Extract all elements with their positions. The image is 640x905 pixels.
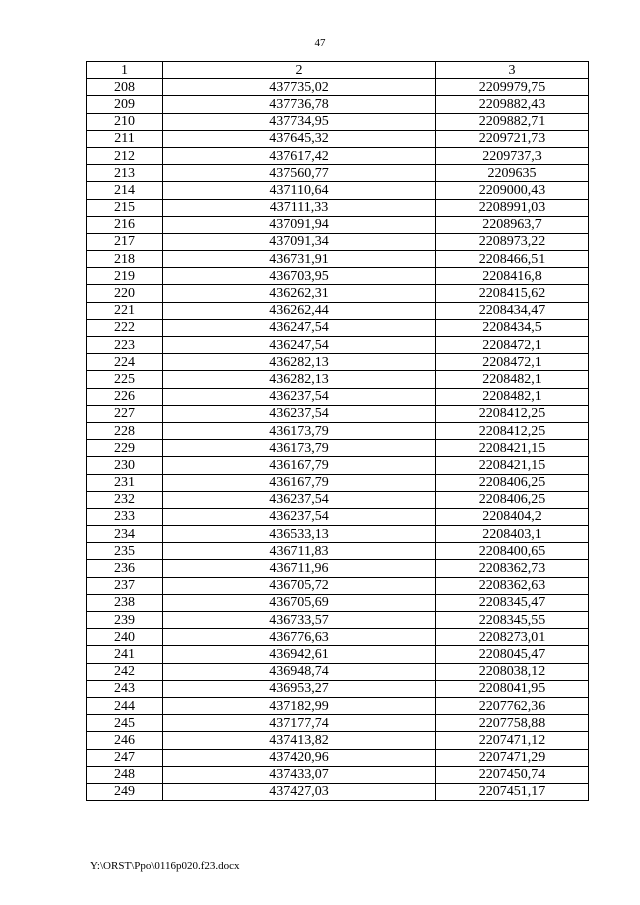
- row-number-cell: 237: [87, 577, 163, 594]
- row-number-cell: 228: [87, 422, 163, 439]
- coordinate-x-cell: 437111,33: [163, 199, 436, 216]
- coordinate-y-cell: 2208403,1: [436, 526, 589, 543]
- row-number-cell: 239: [87, 612, 163, 629]
- row-number-cell: 220: [87, 285, 163, 302]
- table-row: [87, 440, 589, 457]
- coordinate-y-cell: 2208404,2: [436, 508, 589, 525]
- coordinate-x-cell: 436237,54: [163, 491, 436, 508]
- row-number-cell: 222: [87, 319, 163, 336]
- coordinate-x-cell: 437735,02: [163, 79, 436, 96]
- coordinate-x-cell: 436262,44: [163, 302, 436, 319]
- table-row: [87, 749, 589, 766]
- coordinate-y-cell: 2208406,25: [436, 491, 589, 508]
- table-row: [87, 405, 589, 422]
- coordinate-x-cell: 436247,54: [163, 319, 436, 336]
- table-row: [87, 165, 589, 182]
- row-number-cell: 243: [87, 680, 163, 697]
- table-row: [87, 337, 589, 354]
- row-number-cell: 226: [87, 388, 163, 405]
- table-row: [87, 629, 589, 646]
- coordinate-y-cell: 2207762,36: [436, 697, 589, 714]
- table-row: [87, 577, 589, 594]
- coordinates-table: [86, 61, 589, 801]
- coordinate-x-cell: 436953,27: [163, 680, 436, 697]
- coordinate-x-cell: 437177,74: [163, 715, 436, 732]
- coordinate-y-cell: 2208412,25: [436, 422, 589, 439]
- coordinate-y-cell: 2208400,65: [436, 543, 589, 560]
- coordinate-y-cell: 2207471,12: [436, 732, 589, 749]
- row-number-cell: 234: [87, 526, 163, 543]
- coordinate-y-cell: 2207451,17: [436, 783, 589, 800]
- row-number-cell: 227: [87, 405, 163, 422]
- row-number-cell: 235: [87, 543, 163, 560]
- table-row: [87, 216, 589, 233]
- table-row: [87, 508, 589, 525]
- coordinate-x-cell: 436173,79: [163, 440, 436, 457]
- coordinate-x-cell: 436282,13: [163, 371, 436, 388]
- coordinate-x-cell: 437433,07: [163, 766, 436, 783]
- coordinate-x-cell: 436533,13: [163, 526, 436, 543]
- coordinate-y-cell: 2208038,12: [436, 663, 589, 680]
- coordinate-x-cell: 436711,96: [163, 560, 436, 577]
- coordinate-y-cell: 2208482,1: [436, 388, 589, 405]
- table-row: [87, 182, 589, 199]
- row-number-cell: 238: [87, 594, 163, 611]
- coordinate-x-cell: 436237,54: [163, 388, 436, 405]
- table-row: [87, 302, 589, 319]
- table-row: [87, 663, 589, 680]
- coordinate-x-cell: 437110,64: [163, 182, 436, 199]
- coordinate-y-cell: 2208472,1: [436, 337, 589, 354]
- coordinate-x-cell: 436942,61: [163, 646, 436, 663]
- row-number-cell: 209: [87, 96, 163, 113]
- table-row: [87, 199, 589, 216]
- coordinate-y-cell: 2208472,1: [436, 354, 589, 371]
- page-number: 47: [314, 37, 326, 49]
- coordinate-x-cell: 437560,77: [163, 165, 436, 182]
- coordinate-y-cell: 2208362,63: [436, 577, 589, 594]
- row-number-cell: 246: [87, 732, 163, 749]
- table-row: [87, 526, 589, 543]
- table-body: [87, 62, 589, 801]
- table-row: [87, 491, 589, 508]
- table-row: [87, 560, 589, 577]
- coordinate-x-cell: 437427,03: [163, 783, 436, 800]
- row-number-cell: 233: [87, 508, 163, 525]
- coordinate-x-cell: 436237,54: [163, 508, 436, 525]
- table-row: [87, 130, 589, 147]
- row-number-cell: 249: [87, 783, 163, 800]
- table-row: [87, 319, 589, 336]
- coordinate-x-cell: 436776,63: [163, 629, 436, 646]
- coordinate-y-cell: 2208406,25: [436, 474, 589, 491]
- row-number-cell: 245: [87, 715, 163, 732]
- coordinate-x-cell: 436167,79: [163, 474, 436, 491]
- coordinate-y-cell: 2208434,47: [436, 302, 589, 319]
- row-number-cell: 232: [87, 491, 163, 508]
- row-number-cell: 215: [87, 199, 163, 216]
- coordinate-y-cell: 2208345,55: [436, 612, 589, 629]
- table-row: [87, 697, 589, 714]
- coordinate-x-cell: 437645,32: [163, 130, 436, 147]
- row-number-cell: 241: [87, 646, 163, 663]
- coordinate-x-cell: 436262,31: [163, 285, 436, 302]
- coordinate-x-cell: 437736,78: [163, 96, 436, 113]
- row-number-cell: 212: [87, 147, 163, 164]
- table-row: [87, 422, 589, 439]
- row-number-cell: 229: [87, 440, 163, 457]
- row-number-cell: 214: [87, 182, 163, 199]
- coordinate-y-cell: 2208041,95: [436, 680, 589, 697]
- row-number-cell: 244: [87, 697, 163, 714]
- row-number-cell: 230: [87, 457, 163, 474]
- coordinate-x-cell: 436705,72: [163, 577, 436, 594]
- coordinate-x-cell: 436237,54: [163, 405, 436, 422]
- row-number-cell: 217: [87, 233, 163, 250]
- coordinate-x-cell: 436711,83: [163, 543, 436, 560]
- footer-file-path: Y:\ORST\Ppo\0116p020.f23.docx: [90, 860, 240, 872]
- table-row: [87, 715, 589, 732]
- row-number-cell: 225: [87, 371, 163, 388]
- row-number-cell: 208: [87, 79, 163, 96]
- row-number-cell: 242: [87, 663, 163, 680]
- header-cell-2: 2: [163, 62, 436, 79]
- row-number-cell: 218: [87, 251, 163, 268]
- table-header-row: [87, 62, 589, 79]
- table-row: [87, 371, 589, 388]
- table-row: [87, 285, 589, 302]
- coordinate-y-cell: 2207758,88: [436, 715, 589, 732]
- table-row: [87, 783, 589, 800]
- coordinate-y-cell: 2208482,1: [436, 371, 589, 388]
- row-number-cell: 240: [87, 629, 163, 646]
- coordinate-x-cell: 436731,91: [163, 251, 436, 268]
- coordinate-x-cell: 436247,54: [163, 337, 436, 354]
- coordinate-y-cell: 2209979,75: [436, 79, 589, 96]
- coordinate-y-cell: 2208416,8: [436, 268, 589, 285]
- table-row: [87, 594, 589, 611]
- coordinate-x-cell: 437734,95: [163, 113, 436, 130]
- row-number-cell: 221: [87, 302, 163, 319]
- coordinate-y-cell: 2209721,73: [436, 130, 589, 147]
- table-row: [87, 612, 589, 629]
- coordinate-y-cell: 2209635: [436, 165, 589, 182]
- coordinate-y-cell: 2208362,73: [436, 560, 589, 577]
- table-row: [87, 96, 589, 113]
- row-number-cell: 216: [87, 216, 163, 233]
- coordinate-y-cell: 2208963,7: [436, 216, 589, 233]
- row-number-cell: 210: [87, 113, 163, 130]
- coordinate-x-cell: 436703,95: [163, 268, 436, 285]
- table-row: [87, 474, 589, 491]
- table-row: [87, 646, 589, 663]
- table-row: [87, 354, 589, 371]
- table-row: [87, 147, 589, 164]
- coordinate-y-cell: 2208415,62: [436, 285, 589, 302]
- coordinate-y-cell: 2208991,03: [436, 199, 589, 216]
- coordinate-y-cell: 2209737,3: [436, 147, 589, 164]
- row-number-cell: 248: [87, 766, 163, 783]
- coordinate-y-cell: 2208412,25: [436, 405, 589, 422]
- coordinate-x-cell: 436948,74: [163, 663, 436, 680]
- coordinate-x-cell: 437413,82: [163, 732, 436, 749]
- table-row: [87, 79, 589, 96]
- row-number-cell: 247: [87, 749, 163, 766]
- coordinate-y-cell: 2208421,15: [436, 440, 589, 457]
- header-cell-3: 3: [436, 62, 589, 79]
- table-row: [87, 766, 589, 783]
- coordinate-x-cell: 436167,79: [163, 457, 436, 474]
- row-number-cell: 223: [87, 337, 163, 354]
- row-number-cell: 236: [87, 560, 163, 577]
- coordinate-y-cell: 2207471,29: [436, 749, 589, 766]
- table-row: [87, 113, 589, 130]
- coordinate-y-cell: 2209000,43: [436, 182, 589, 199]
- coordinate-y-cell: 2208273,01: [436, 629, 589, 646]
- table-row: [87, 388, 589, 405]
- coordinate-x-cell: 436705,69: [163, 594, 436, 611]
- table-row: [87, 543, 589, 560]
- coordinate-x-cell: 436733,57: [163, 612, 436, 629]
- coordinate-x-cell: 437182,99: [163, 697, 436, 714]
- coordinate-x-cell: 437420,96: [163, 749, 436, 766]
- coordinate-y-cell: 2207450,74: [436, 766, 589, 783]
- coordinate-x-cell: 437617,42: [163, 147, 436, 164]
- coordinate-x-cell: 437091,34: [163, 233, 436, 250]
- table-row: [87, 732, 589, 749]
- row-number-cell: 224: [87, 354, 163, 371]
- row-number-cell: 219: [87, 268, 163, 285]
- row-number-cell: 213: [87, 165, 163, 182]
- coordinate-y-cell: 2208466,51: [436, 251, 589, 268]
- header-cell-1: 1: [87, 62, 163, 79]
- coordinate-y-cell: 2208434,5: [436, 319, 589, 336]
- coordinate-y-cell: 2209882,43: [436, 96, 589, 113]
- coordinate-x-cell: 436173,79: [163, 422, 436, 439]
- table-row: [87, 251, 589, 268]
- coordinate-y-cell: 2208973,22: [436, 233, 589, 250]
- table-row: [87, 457, 589, 474]
- row-number-cell: 231: [87, 474, 163, 491]
- table-row: [87, 680, 589, 697]
- coordinate-y-cell: 2208421,15: [436, 457, 589, 474]
- coordinate-y-cell: 2209882,71: [436, 113, 589, 130]
- coordinate-y-cell: 2208045,47: [436, 646, 589, 663]
- coordinate-y-cell: 2208345,47: [436, 594, 589, 611]
- table-row: [87, 268, 589, 285]
- coordinate-x-cell: 436282,13: [163, 354, 436, 371]
- row-number-cell: 211: [87, 130, 163, 147]
- coordinate-x-cell: 437091,94: [163, 216, 436, 233]
- table-row: [87, 233, 589, 250]
